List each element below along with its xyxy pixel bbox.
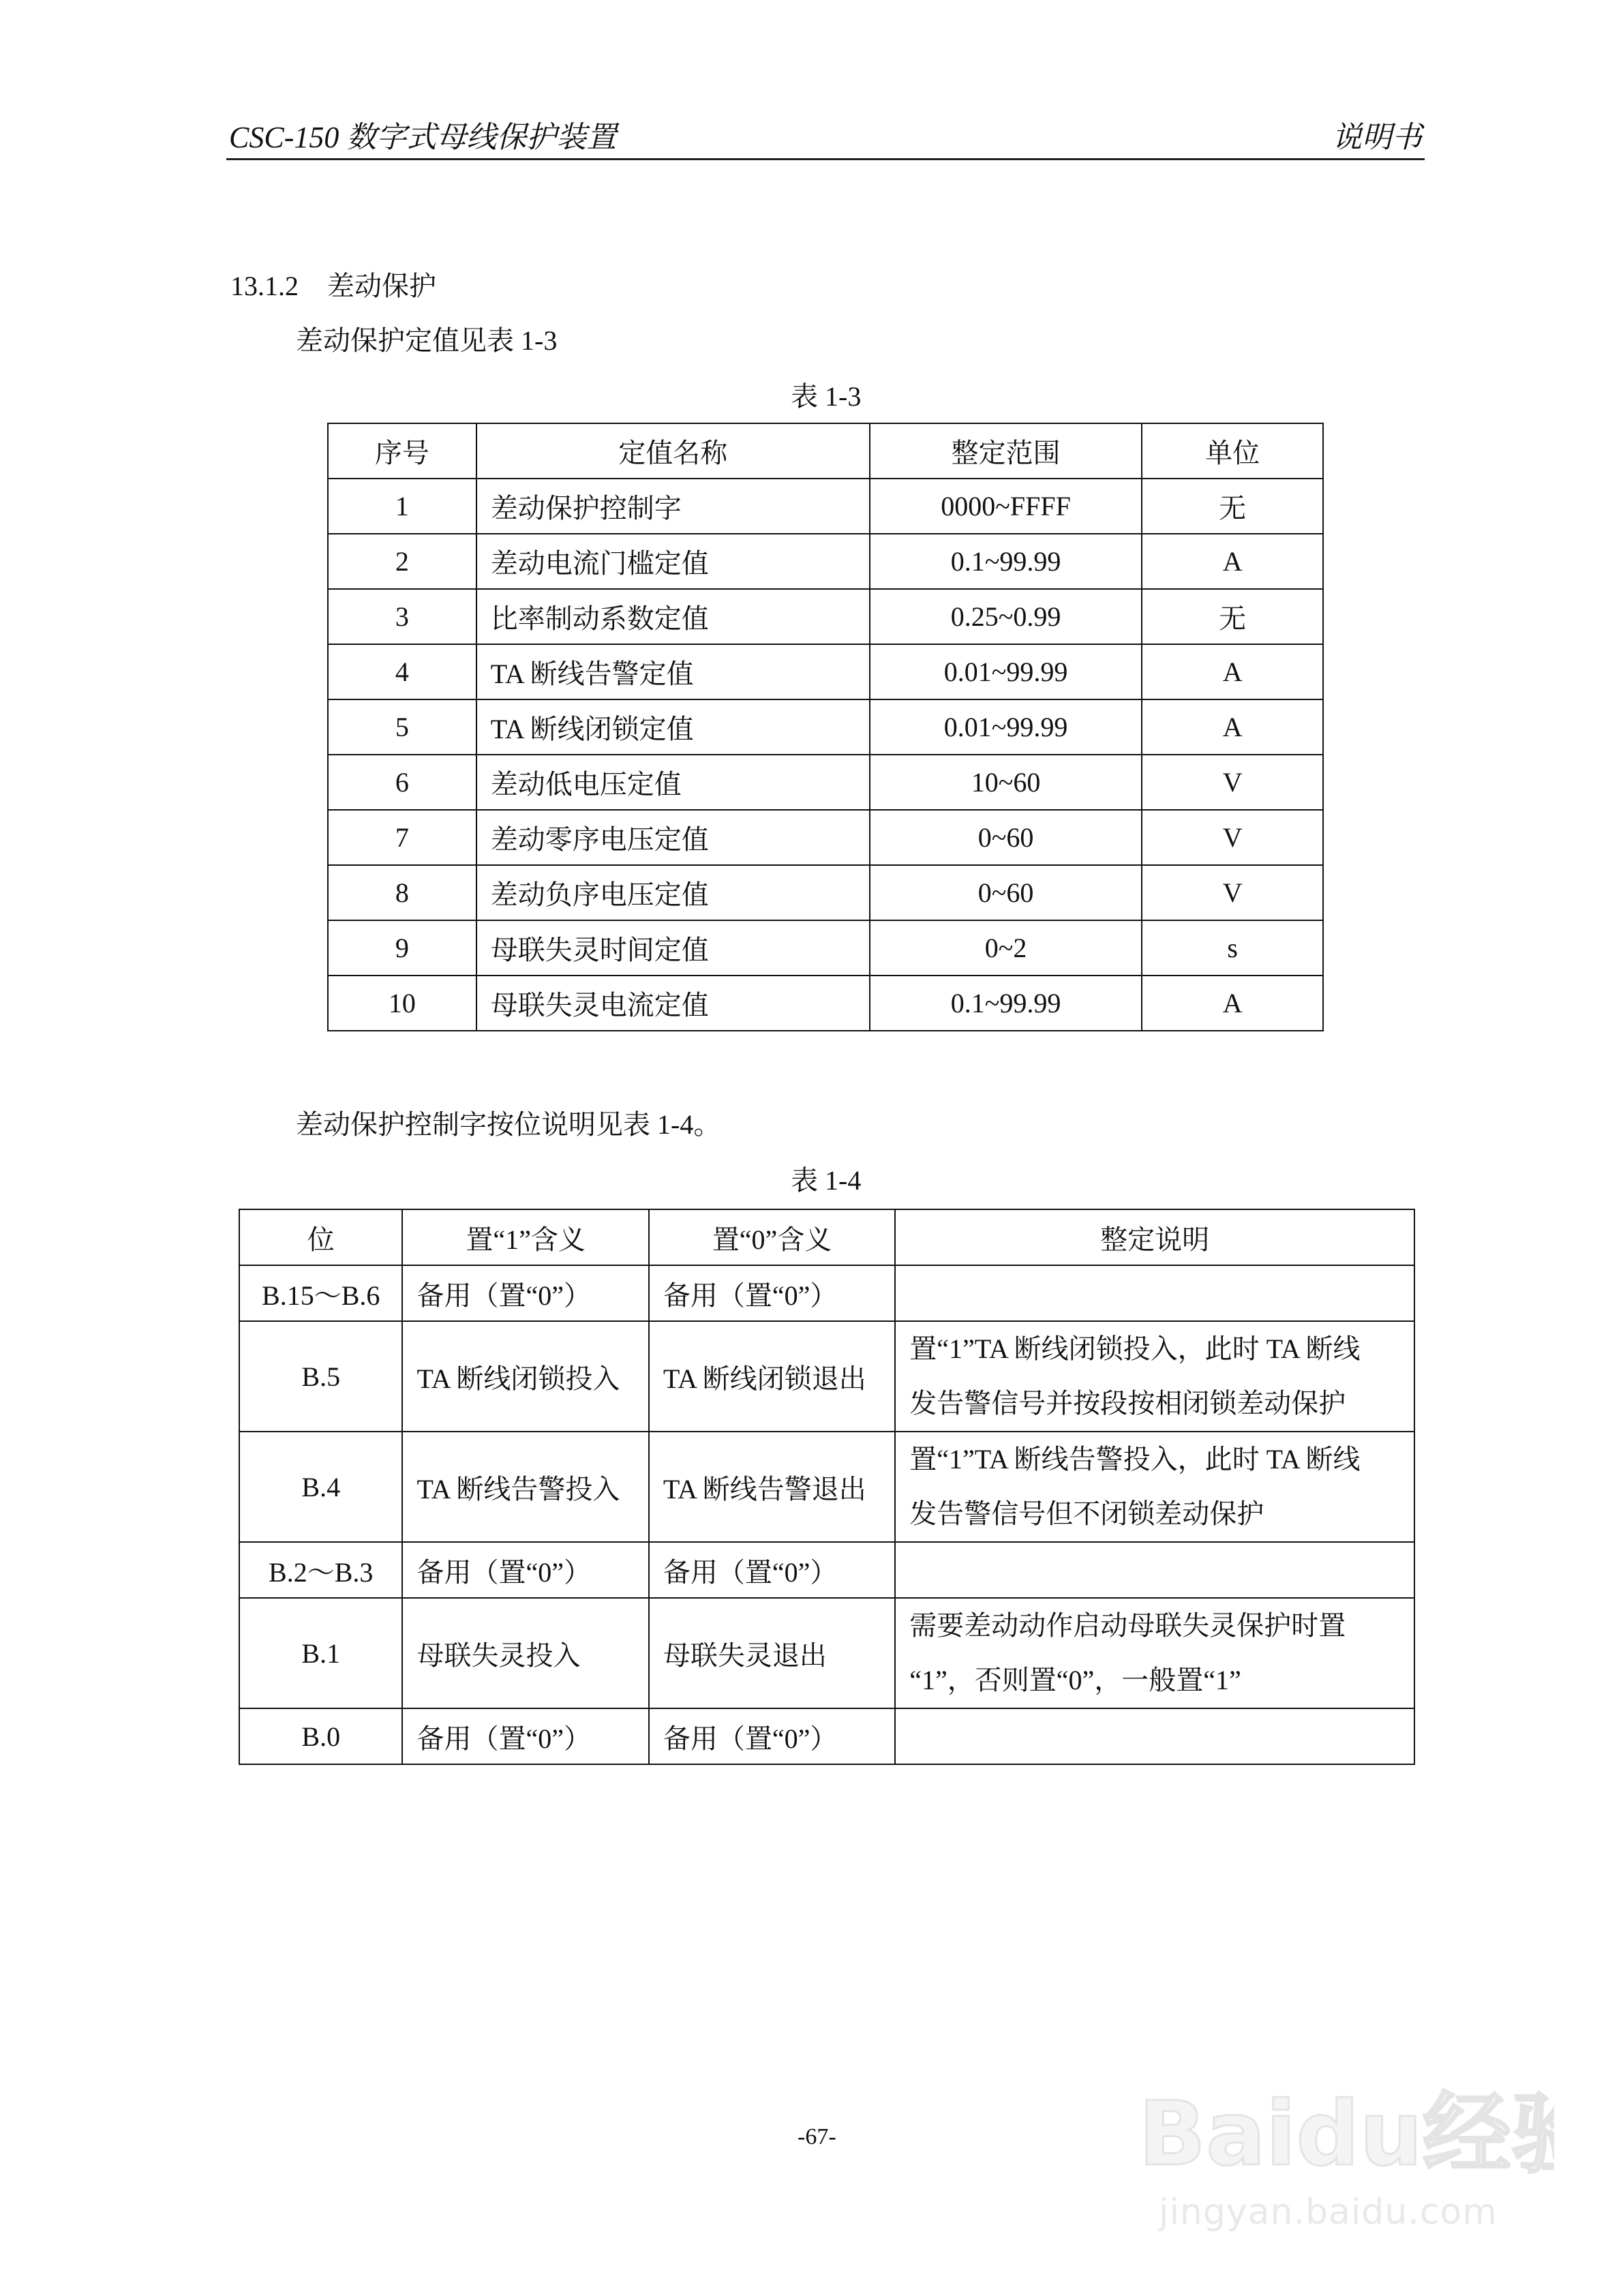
baidu-watermark [1132, 2072, 1554, 2250]
page-number: -67- [798, 2124, 836, 2149]
table-row [239, 1598, 1414, 1708]
table-row [328, 755, 1323, 810]
cell-no: 7 [328, 810, 476, 865]
cell-set0: 备用（置“0”） [649, 1542, 895, 1598]
cell-range: 0.01~99.99 [870, 644, 1142, 699]
cell-bit: B.0 [239, 1708, 402, 1764]
table-row [239, 1708, 1414, 1764]
table-row [328, 644, 1323, 699]
cell-set1: TA 断线闭锁投入 [402, 1321, 648, 1432]
control-word-paragraph: 差动保护控制字按位说明见表 1-4。 [296, 1109, 721, 1140]
table-row [328, 534, 1323, 589]
cell-set0: 备用（置“0”） [649, 1708, 895, 1764]
desc-line-1: 置“1”TA 断线闭锁投入，此时 TA 断线 [909, 1333, 1361, 1364]
cell-set1: 备用（置“0”） [402, 1265, 648, 1321]
settings-table-1-3 [327, 423, 1324, 1031]
cell-range: 0000~FFFF [870, 479, 1142, 534]
cell-range: 0.01~99.99 [870, 699, 1142, 755]
cell-range: 0~60 [870, 810, 1142, 865]
control-word-table-1-4 [239, 1209, 1415, 1765]
cell-range: 0.1~99.99 [870, 534, 1142, 589]
col-header-name: 定值名称 [476, 423, 870, 479]
cell-no: 4 [328, 644, 476, 699]
table-1-4-caption: 表 1-4 [791, 1165, 862, 1196]
cell-set0: 备用（置“0”） [649, 1265, 895, 1321]
desc-line-2: “1”，否则置“0”，一般置“1” [909, 1665, 1241, 1695]
desc-line-2: 发告警信号并按段按相闭锁差动保护 [909, 1388, 1346, 1419]
cell-set1: 备用（置“0”） [402, 1542, 648, 1598]
page-header [226, 106, 1425, 160]
col-header-unit: 单位 [1142, 423, 1323, 479]
section-number: 13.1.2 [230, 271, 299, 301]
cell-range: 0.25~0.99 [870, 589, 1142, 644]
table-1-3-caption: 表 1-3 [791, 381, 862, 412]
cell-range: 10~60 [870, 755, 1142, 810]
cell-range: 0.1~99.99 [870, 976, 1142, 1031]
cell-desc [895, 1708, 1414, 1764]
cell-desc [895, 1432, 1414, 1542]
cell-name: 母联失灵电流定值 [476, 976, 870, 1031]
cell-bit: B.4 [239, 1432, 402, 1542]
cell-set1: TA 断线告警投入 [402, 1432, 648, 1542]
cell-set0: 母联失灵退出 [649, 1598, 895, 1708]
cell-name: 差动保护控制字 [476, 479, 870, 534]
cell-no: 5 [328, 699, 476, 755]
table-row [328, 920, 1323, 976]
cell-unit: V [1142, 755, 1323, 810]
table-row [239, 1321, 1414, 1432]
cell-no: 2 [328, 534, 476, 589]
cell-name: 差动低电压定值 [476, 755, 870, 810]
cell-name: 差动负序电压定值 [476, 865, 870, 920]
col-header-set1: 置“1”含义 [402, 1209, 648, 1265]
cell-name: 差动零序电压定值 [476, 810, 870, 865]
table-row [328, 865, 1323, 920]
cell-bit: B.5 [239, 1321, 402, 1432]
cell-no: 3 [328, 589, 476, 644]
table-row [328, 976, 1323, 1031]
cell-unit: V [1142, 810, 1323, 865]
cell-unit: A [1142, 534, 1323, 589]
col-header-set0: 置“0”含义 [649, 1209, 895, 1265]
section-title: 差动保护 [327, 271, 436, 301]
table-row [328, 589, 1323, 644]
cell-desc [895, 1321, 1414, 1432]
table-row [239, 1265, 1414, 1321]
cell-name: 比率制动系数定值 [476, 589, 870, 644]
cell-unit: s [1142, 920, 1323, 976]
cell-unit: 无 [1142, 589, 1323, 644]
cell-unit: 无 [1142, 479, 1323, 534]
cell-bit: B.2～B.3 [239, 1542, 402, 1598]
cell-desc [895, 1542, 1414, 1598]
table-row [239, 1432, 1414, 1542]
cell-desc [895, 1265, 1414, 1321]
col-header-bit: 位 [239, 1209, 402, 1265]
baidu-paw-logo-icon [1132, 2072, 1554, 2188]
table-row [239, 1542, 1414, 1598]
cell-no: 9 [328, 920, 476, 976]
cell-desc [895, 1598, 1414, 1708]
col-header-no: 序号 [328, 423, 476, 479]
header-doc-type: 说明书 [1332, 121, 1422, 154]
desc-line-1: 需要差动动作启动母联失灵保护时置 [909, 1610, 1346, 1641]
cell-name: 差动电流门槛定值 [476, 534, 870, 589]
cell-name: 母联失灵时间定值 [476, 920, 870, 976]
cell-unit: A [1142, 976, 1323, 1031]
cell-no: 1 [328, 479, 476, 534]
cell-no: 6 [328, 755, 476, 810]
cell-bit: B.15～B.6 [239, 1265, 402, 1321]
header-title: CSC-150 数字式母线保护装置 [229, 121, 617, 154]
col-header-desc: 整定说明 [895, 1209, 1414, 1265]
cell-bit: B.1 [239, 1598, 402, 1708]
table-row [328, 479, 1323, 534]
section-heading [230, 273, 436, 300]
cell-range: 0~2 [870, 920, 1142, 976]
col-header-range: 整定范围 [870, 423, 1142, 479]
cell-set0: TA 断线告警退出 [649, 1432, 895, 1542]
cell-name: TA 断线闭锁定值 [476, 699, 870, 755]
cell-set1: 母联失灵投入 [402, 1598, 648, 1708]
cell-unit: A [1142, 644, 1323, 699]
cell-name: TA 断线告警定值 [476, 644, 870, 699]
table-header-row [239, 1209, 1414, 1265]
cell-set0: TA 断线闭锁退出 [649, 1321, 895, 1432]
cell-no: 10 [328, 976, 476, 1031]
intro-paragraph: 差动保护定值见表 1-3 [296, 325, 558, 356]
cell-set1: 备用（置“0”） [402, 1708, 648, 1764]
desc-line-1: 置“1”TA 断线告警投入，此时 TA 断线 [909, 1444, 1361, 1475]
cell-unit: A [1142, 699, 1323, 755]
table-row [328, 810, 1323, 865]
watermark-brand-text: Baidu经验 [1138, 2082, 1554, 2186]
cell-no: 8 [328, 865, 476, 920]
cell-range: 0~60 [870, 865, 1142, 920]
desc-line-2: 发告警信号但不闭锁差动保护 [909, 1498, 1264, 1529]
cell-unit: V [1142, 865, 1323, 920]
watermark-url: jingyan.baidu.com [1159, 2192, 1498, 2233]
table-header-row [328, 423, 1323, 479]
table-row [328, 699, 1323, 755]
